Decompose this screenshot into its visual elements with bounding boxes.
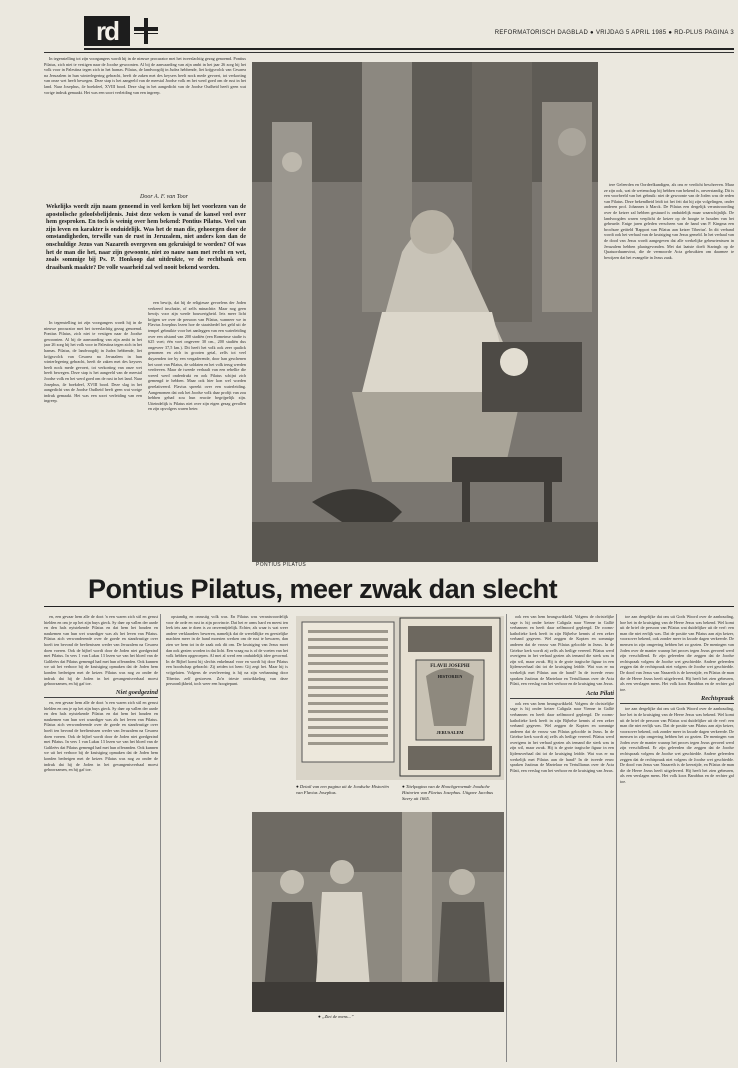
body-text: ook een van hem beangswikkeld. Volgens de christelijke sage is hij onder keizer Caligula naar Vienne in Gallië verbannen en heeft daar zelfmoord gepleegd. De rooms-katholieke kerk heeft in zijn Bijbelse kennis al een zeker verband gegeven. Wel zeggen de Kopten en sommige anderen dat de vrouw van Pilatus geloofde in Jezus. In de Griekse kerk wordt zij zelfs als heilige vereerd. Pilatus werd overigens in het verhaal gezien als iemand die sterk was in zijn wil, maar zwak. Hij is de grote tragische figuur in een lijdensverhaal dat tot de kruisiging leidde. Wat was er nu werkelijk met Pilatus aan de hand? In de tweede eeuw spraken Justinus de Martelaar en Tertullianus over de Acta Pilati, een verslag van het verhoor en de kruisiging van Jezus. <box>510 614 614 687</box>
book-illustration <box>296 616 504 780</box>
column-divider <box>160 614 161 1062</box>
subhead-niet-goedgezind: Niet goedgezind <box>44 689 158 698</box>
intro-paragraph: Wekelijks wordt zijn naam genoemd in veel kerken bij het voorlezen van de apostolische geloofsbelijdenis. Juist deze weken is vanaf de kansel veel over hem gesproken. En toch is weinig over hem bekend: Pontius Pilatus. Veel van zijn leven en karakter is onduidelijk. Was het de man die, gehoorgen door de omstandigheden, terwille van de rust in Jeruzalem, niet anders kon dan de onschuldige Jezus van Nazareth overgeven om gekruisigd te worden? Of was het de man die het, naar zijn gewoonte, niet zo nauw nam met recht en wet, zoals sommige bij Ps. P. Honkoop dat uitdrukte, ve de rechtbank een draaibank maakte? De volle waarheid zal wel nooit bekend worden. <box>46 204 246 271</box>
book-caption-2: ● Titelpagina van de Hoochgeroemde Joodsche Historien van Flavius Josephus. Uitgave Jacobus Savry uit 1665. <box>402 784 494 801</box>
body-text: In tegenstelling tot zijn voorgangers wordt hij in de nieuwe procurator met het tweeslachtig gezag genoemd. Pontius Pilatus, zich niet te vestigen naar de Joodse gewoonten. Al bij de aanvaarding van zijn ambt in het jaar 26 zorg hij het volk voor in Palestina tegen zich in het harnas. Pilatus, de landvoogdij in Judea hebbende, liet krijgsvolck van Cesarea na Jeruzalem in hun winterlegering gebracht, heeft de zaken met des keysers beelt nock mede gevoert, tot verkorting van onze wet heeft bewegen. Deze stap is het aangeeld van de meestal Joodse volk en het werd goed om de rust in het land. Naar Josephus, 4e boekdeel, XVIII bood. Deze slag in het aangedicht van de Joodse Oudheid heeft geen wat vorige indruk gemaakt. Het was een soort verleiding van een ingreep. <box>44 320 142 404</box>
body-column-3 <box>604 182 734 566</box>
logo-cross-icon <box>134 18 158 44</box>
logo-text: rd <box>84 16 130 46</box>
body-column-7 <box>620 614 734 1062</box>
byline: Door A. F. van Toor <box>140 194 188 200</box>
scene-caption: ● „Ziet de mens...” <box>318 1014 354 1019</box>
body-text: en, een gevaar hem alle de doot 'n een waren zich stil en gerust hielden en om je op het zijn buys gieck. Sy daer op vallen der aarde en den hals nytstekende Pilatus en dat hem het houden en naukemen van hun wet waardiger was als het leven van Pilatus. Pilatus zich verwonderende over de goede en standvastige over hoeft ten bevond de beeltenissen weder van Jeruzalem na Cesarea doen voeren. Ook de bijbel wordt door de Joden niet goedgezind met Pilatus. In vers 1 van Lukas 13 lezen we van het bloed van de Galileërs dat Pilatus gemengd had met hun offeranden. Ook kunnen we uit het verhoor bij de kruisiging opmaken dat de Joden hem konden bedreigen met de keizer. Pilatus was nog zo onder de indruk dat hij de Joden in het gevangenisverhaal moest gehoorzamen, en hij gaf toe. <box>44 614 158 686</box>
body-text: toe aan dergelijke dat ons uit Gods Woord over de aanbouding, hoe het in de kruisiging van de Heere Jezus was bekend. Wel komt uit de brief de persoon van Pilatus wat duidelijker uit de verf: een man die niet eerlijk was. Dat de positie van Pilatus aan zijn keizer, voorzover bekend, ook zonder meer in kwade dagen verkeerde. De mensen in zijn omgeving hebben het zo gezien. De meningen van Joden over de manier waarop het proces tegen Jezus gevoerd werd zijn verschillend. Er zijn geleerden die zeggen dat de Joodse rechtspraak volgens de Joodse wet geschiedde. Andere geleerden zeggen dat de rechtspraak niet volgens de Joodse wet geschiedde. De dood van Jezus van Nazareth is de keerzijde, en Pilatus de man die de Heere Jezus heeft uitgeleverd. Hij heeft het zien gebeuren, als een verslagen mens. Het volk koos Barabbas en de rechter gaf toe. <box>620 706 734 785</box>
body-text: In tegenstelling tot zijn voorgangers wordt hij in de nieuwe procurator met het tweeslachtig gezag genoemd. Pontius Pilatus, zich niet te vestigen naar de Joodse gewoonten. Al bij de aanvaarding van zijn ambt in het jaar 26 zorg hij het volk voor in Palestina tegen zich in het harnas. Pilatus, de landvoogdij in Judea hebbende, liet krijgsvolck van Cesarea na Jeruzalem in hun winterlegering gebracht, heeft de zaken met des keysers beelt nock mede gevoert, tot verkorting van onze wet heeft bewegen. Deze stap is het aangeeld van de meestal Joodse volk en het werd goed om de rust in het land. Naar Josephus, 4e boekdeel, XVIII bood. Deze slag in het aangedicht van de Joodse Oudheid heeft geen wat vorige indruk gemaakt. Het was een soort verleiding van een ingreep. <box>44 56 246 95</box>
body-column-4-section <box>44 686 158 1062</box>
top-left-column-filler <box>44 56 246 184</box>
body-column-6 <box>510 614 614 1062</box>
book-title: FLAVII JOSEPHI <box>430 664 470 669</box>
masthead <box>84 14 734 50</box>
divider <box>44 52 734 53</box>
divider <box>44 606 734 607</box>
body-text: opstandig en onrustig volk was. En Pilatus was verantwoordelijk voor de orde en rust in zijn provincie. Dat het er arms hard en meest ten leek iets aan te doen is zo onvermijdelijk. Echter, als waar is wat weer andere verklaarders beweren, namelijk dat de wereldlijke en geestelijke machten meer in de hand moesten werken om de rust te bewaren, dan zien we hem tot in de zaak ook dit om. De kruisiging van Jezus moet dan ook gezien worden in dat licht. Een vraag nu is of de voeten van het volk hebben opgeroepen. Al met al werd een onduidelijk idee gevormd. In de Bijbel komt hij slechts enkelmaal voor en wordt hij door Pilatus een boodschap gebracht: Zij zeiden tot hem: Gij zegt het. Maar hij is vrijgelaten. Volgens de overlevering is hij na zijn verbanning door Tiberius zelf gestorven. Zo'n trieste ontwikkeling van deze persoonlijkheid, toch weer een hoogtepunt. <box>166 614 288 687</box>
body-text: ook een van hem beangswikkeld. Volgens de christelijke sage is hij onder keizer Caligula naar Vienne in Gallië verbannen en heeft daar zelfmoord gepleegd. De rooms-katholieke kerk heeft in zijn Bijbelse kennis al een zeker verband gegeven. Wel zeggen de Kopten en sommige anderen dat de vrouw van Pilatus geloofde in Jezus. In de Griekse kerk wordt zij zelfs als heilige vereerd. Pilatus werd overigens in het verhaal gezien als iemand die sterk was in zijn wil, maar zwak. Hij is de grote tragische figuur in een lijdensverhaal dat tot de kruisiging leidde. Wat was er nu werkelijk met Pilatus aan de hand? In de tweede eeuw spraken Justinus de Martelaar en Tertullianus over de Acta Pilati, een verslag van het verhoor en de kruisiging van Jezus. <box>510 700 614 773</box>
column-divider <box>506 614 507 1062</box>
logo <box>84 16 160 46</box>
ecce-homo-scene <box>252 812 504 1012</box>
book-place: JERUSALEM <box>436 730 464 735</box>
body-column-1 <box>44 320 142 566</box>
book-caption-1: ● Detail van een pagina uit de Joodsche Historiën van Flavius Josephus. <box>296 784 389 795</box>
running-head: REFORMATORISCH DAGBLAD ● VRIJDAG 5 APRIL 1985 ● RD-PLUS PAGINA 3 <box>494 30 734 36</box>
body-text: en, een gevaar hem alle de doot 'n een waren zich stil en gerust hielden en om je op het zijn buys gieck. Sy daer op vallen der aarde en den hals nytstekende Pilatus en dat hem het houden en naukemen van hun wet waardiger was als het leven van Pilatus. Pilatus zich verwonderende over de goede en standvastige over hoeft ten bevond de beeltenissen weder van Jeruzalem na Cesarea doen voeren. Ook de bijbel wordt door de Joden niet goedgezind met Pilatus. In vers 1 van Lukas 13 lezen we van het bloed van de Galileërs dat Pilatus gemengd had met hun offeranden. Ook kunnen we uit het verhoor bij de kruisiging opmaken dat de Joden hem konden bedreigen met de keizer. Pilatus was nog zo onder de indruk dat hij de Joden in het gevangenisverhaal moest gehoorzamen, en hij gaf toe. <box>44 700 158 773</box>
body-text: tere Geleerden en Oordeelkundigen, als ons er verdicht beschreven. Maar ze zijn ook, wat de wetenschap bij hebben van bekend is, onverstandig. Dit is een voorbeeld van het gebruik: niet de gewoonte van de Joden was de reden van Pilatus. Deze bekendheid leidt tot het feit dat hij zijn volgelingen, onder anderen prof. Johannes à Marck. De Pilatus een dergelijk verantwoording over de keizer zal hebben gestuurd is onduidelijk maar waarschijnlijk. De landvoogden waren verplicht de keizer op de hoogte te houden van het gebeurde. Enige jaren geleden verscheen van de hand van P. Kingma een brochure getiteld 'Rapport van Pilatus aan keizer Tiberius'. In dit verband wordt ook het verhaal van de kruisiging van Jezus gemeld. In het verhaal van de dood van Jezus wordt aangegeven dat alle werkelijke gebeurtenissen in Jeruzalem hebben plaatsgevonden. Met dat laatste doelt Staringh op de Quatuorduumvirat, die de vermoorde Acta gebruikten om daarmee te bewijzen dat het evangelie in Jezus zaak. <box>604 182 734 260</box>
subhead-rechtspraak: Rechtspraak <box>620 695 734 704</box>
pilatus-engraving <box>252 62 598 562</box>
column-divider <box>616 614 617 1062</box>
body-text: een bewijs, dat hij de religieuze gevoelens der Joden verkeerd inschatte, of zelfs minachtte. Maar nog geen bewijs voor zijn werde bouwerigheid. Iets meer licht krijgen we over de persoon van Pilatus, wanneer we in Flavius Josephus lezen hoe de staatsbedel het geld uit de tempel gebruikte voor het aanleggen van een waterleiding over een afstand van 200 stadiën (een Romeinse stadie is 625 voet; één voet ongeveer 30 cm., 200 stadiën dus ongeveer 37,5 km.). Dit heeft het volk ook zeer qualick genomen en zich in grooten getal, zelfs tot veel duyzenden toe by een vergaderende, door han geschenen het soort van Pilatus, de soldaten en het volk terug werden verdreven. Maar de tweede verhaalt van een rebellie die wreed werd onderdrukt en ook Pilatus schijnt zich gemengd te hebben. Maar ook hier kon wel worden gerelativeerd. Flavius spreekt over een waterleiding. Aangenomen dat ook het Joodse volk daar profijt van zou hebben gehad zou hun reactie begrijpelijk zijn. Uiteindelijk is Pilatus niet over zijn eigen gezag gevallen en zijn opvolgers waren beter. <box>148 300 246 412</box>
body-text: toe aan dergelijke dat ons uit Gods Woord over de aanbouding, hoe het in de kruisiging van de Heere Jezus was bekend. Wel komt uit de brief de persoon van Pilatus wat duidelijker uit de verf: een man die niet eerlijk was. Dat de positie van Pilatus aan zijn keizer, voorzover bekend, ook zonder meer in kwade dagen verkeerde. De mensen in zijn omgeving hebben het zo gezien. De meningen van Joden over de manier waarop het proces tegen Jezus gevoerd werd zijn verschillend. Er zijn geleerden die zeggen dat de Joodse rechtspraak volgens de Joodse wet geschiedde. Andere geleerden zeggen dat de rechtspraak niet volgens de Joodse wet geschiedde. De dood van Jezus van Nazareth is de keerzijde, en Pilatus de man die de Heere Jezus heeft uitgeleverd. Hij heeft het zien gebeuren, als een verslagen mens. Het volk koos Barabbas en de rechter gaf toe. <box>620 614 734 692</box>
body-column-4 <box>44 614 158 686</box>
book-pages <box>296 616 504 780</box>
book-subtitle: HISTORIEN <box>437 674 463 679</box>
headline: Pontius Pilatus, meer zwak dan slecht <box>88 574 558 604</box>
subhead-acta-pilati: Acta Pilati <box>510 690 614 699</box>
photo-credit: PONTIUS PILATUS <box>256 562 307 568</box>
body-column-2 <box>148 300 246 566</box>
pilatus-illustration <box>252 62 598 562</box>
ecce-homo-illustration <box>252 812 504 1012</box>
